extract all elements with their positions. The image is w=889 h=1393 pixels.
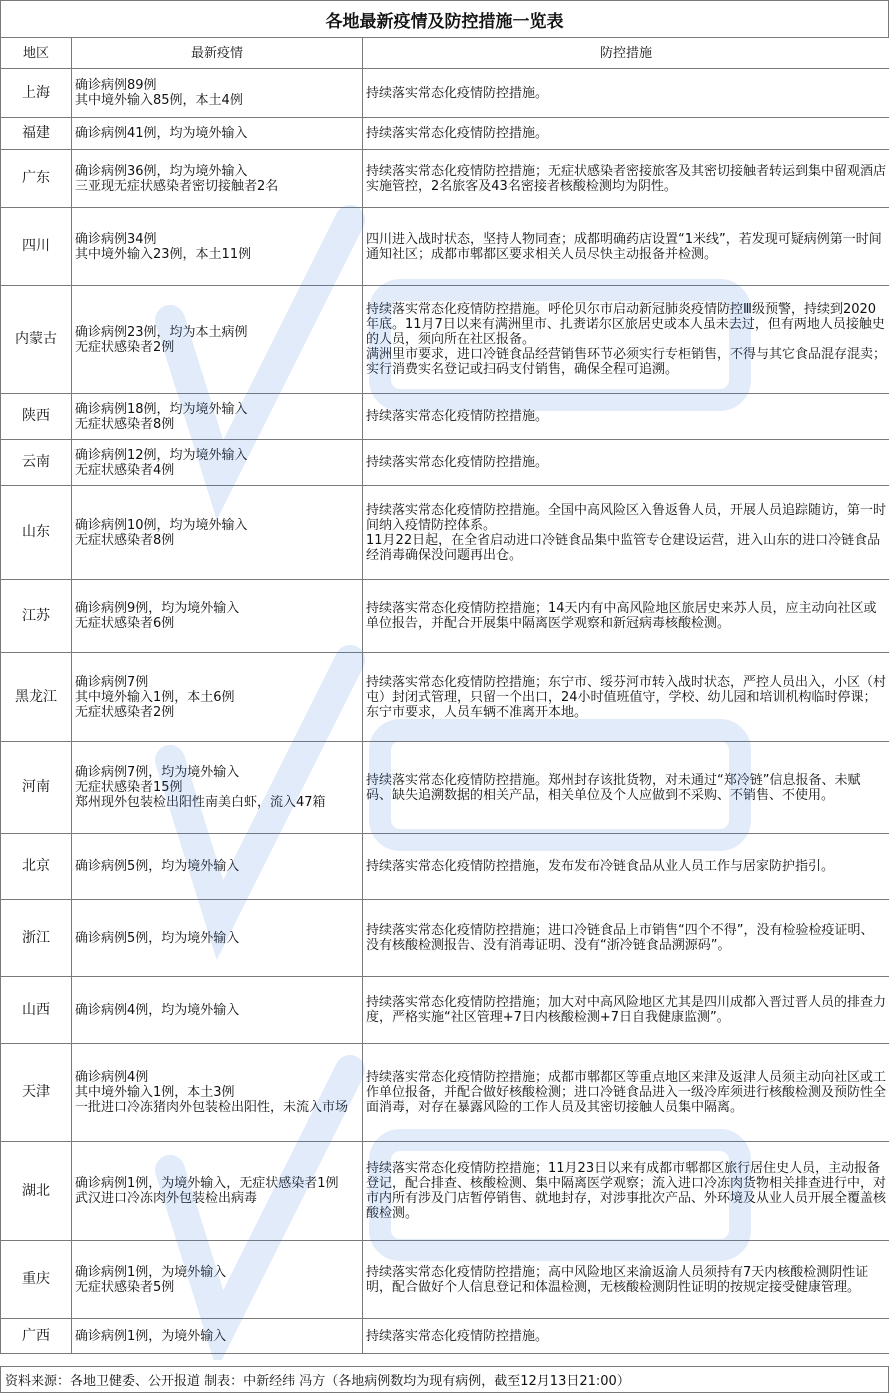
table-row — [1, 580, 889, 653]
measures-cell: 持续落实常态化疫情防控措施。呼伦贝尔市启动新冠肺炎疫情防控Ⅲ级预警，持续到2020年底。11月7日以来有满洲里市、扎赉诺尔区旅居史或本人虽未去过，但有两地人员接触史的人员，须向所在社区报备。 满洲里市要求，进口冷链食品经营销售环节必须实行专柜销售，不得与其它食品混存混卖；实行消费实名登记或扫码支付销售，确保全程可追溯。 — [363, 286, 889, 394]
status-cell: 确诊病例36例，均为境外输入 三亚现无症状感染者密切接触者2名 — [72, 150, 363, 208]
table-row — [1, 394, 889, 440]
table-row — [1, 286, 889, 394]
region-cell: 福建 — [1, 118, 72, 150]
status-cell: 确诊病例1例，为境外输入 无症状感染者5例 — [72, 1241, 363, 1319]
table-title: 各地最新疫情及防控措施一览表 — [0, 0, 889, 38]
measures-cell: 持续落实常态化疫情防控措施；进口冷链食品上市销售“四个不得”，没有检验检疫证明、没有核酸检测报告、没有消毒证明、没有“浙冷链食品溯源码”。 — [363, 900, 889, 977]
status-cell: 确诊病例1例，为境外输入，无症状感染者1例 武汉进口冷冻肉外包装检出病毒 — [72, 1142, 363, 1241]
status-cell: 确诊病例4例，均为境外输入 — [72, 977, 363, 1044]
measures-cell: 持续落实常态化疫情防控措施。 — [363, 440, 889, 486]
region-cell: 云南 — [1, 440, 72, 486]
region-cell: 浙江 — [1, 900, 72, 977]
table-row — [1, 1319, 889, 1354]
header-row — [1, 38, 889, 69]
status-cell: 确诊病例41例，均为境外输入 — [72, 118, 363, 150]
status-cell: 确诊病例7例 其中境外输入1例，本土6例 无症状感染者2例 — [72, 653, 363, 742]
table-row — [1, 208, 889, 286]
region-cell: 北京 — [1, 834, 72, 900]
region-cell: 陕西 — [1, 394, 72, 440]
table-row — [1, 1241, 889, 1319]
region-cell: 江苏 — [1, 580, 72, 653]
table-row — [1, 977, 889, 1044]
region-cell: 广东 — [1, 150, 72, 208]
status-cell: 确诊病例23例，均为本土病例 无症状感染者2例 — [72, 286, 363, 394]
column-header-region: 地区 — [1, 38, 72, 69]
measures-cell: 持续落实常态化疫情防控措施。 — [363, 69, 889, 118]
column-header-status: 最新疫情 — [72, 38, 363, 69]
region-cell: 重庆 — [1, 1241, 72, 1319]
region-cell: 黑龙江 — [1, 653, 72, 742]
measures-cell: 持续落实常态化疫情防控措施；成都市郫都区等重点地区来津及返津人员须主动向社区或工作单位报备，并配合做好核酸检测；进口冷链食品进入一级冷库须进行核酸检测及预防性全面消毒，对存在暴露风险的工作人员及其密切接触人员集中隔离。 — [363, 1044, 889, 1142]
region-cell: 广西 — [1, 1319, 72, 1354]
measures-cell: 持续落实常态化疫情防控措施；高中风险地区来渝返渝人员须持有7天内核酸检测阴性证明，配合做好个人信息登记和体温检测，无核酸检测阴性证明的按规定接受健康管理。 — [363, 1241, 889, 1319]
region-cell: 天津 — [1, 1044, 72, 1142]
table-row — [1, 118, 889, 150]
region-cell: 上海 — [1, 69, 72, 118]
column-header-measures: 防控措施 — [363, 38, 889, 69]
table-row — [1, 742, 889, 834]
measures-cell: 持续落实常态化疫情防控措施；11月23日以来有成都市郫都区旅行居住史人员，主动报备登记，配合排查、核酸检测、集中隔离医学观察；流入进口冷冻肉货物相关排查进行中，对市内所有涉及门店暂停销售、就地封存，对涉事批次产品、外环境及从业人员开展全覆盖核酸检测。 — [363, 1142, 889, 1241]
measures-cell: 持续落实常态化疫情防控措施，发布发布冷链食品从业人员工作与居家防护指引。 — [363, 834, 889, 900]
epidemic-table — [0, 37, 889, 1354]
status-cell: 确诊病例9例，均为境外输入 无症状感染者6例 — [72, 580, 363, 653]
measures-cell: 持续落实常态化疫情防控措施。 — [363, 1319, 889, 1354]
region-cell: 山西 — [1, 977, 72, 1044]
table-row — [1, 1142, 889, 1241]
table-row — [1, 69, 889, 118]
measures-cell: 持续落实常态化疫情防控措施；东宁市、绥芬河市转入战时状态，严控人员出入，小区（村屯）封闭式管理，只留一个出口，24小时值班值守，学校、幼儿园和培训机构临时停课；东宁市要求，人员车辆不准离开本地。 — [363, 653, 889, 742]
status-cell: 确诊病例4例 其中境外输入1例，本土3例 一批进口冷冻猪肉外包装检出阳性，未流入市场 — [72, 1044, 363, 1142]
measures-cell: 持续落实常态化疫情防控措施。 — [363, 394, 889, 440]
table-row — [1, 1044, 889, 1142]
measures-cell: 持续落实常态化疫情防控措施；14天内有中高风险地区旅居史来苏人员，应主动向社区或单位报告，并配合开展集中隔离医学观察和新冠病毒核酸检测。 — [363, 580, 889, 653]
status-cell: 确诊病例12例，均为境外输入 无症状感染者4例 — [72, 440, 363, 486]
measures-cell: 持续落实常态化疫情防控措施。全国中高风险区入鲁返鲁人员，开展人员追踪随访，第一时间纳入疫情防控体系。 11月22日起，在全省启动进口冷链食品集中监管专仓建设运营，进入山东的进口冷链食品经消毒确保没问题再出仓。 — [363, 486, 889, 580]
measures-cell: 持续落实常态化疫情防控措施；加大对中高风险地区尤其是四川成都入晋过晋人员的排查力度，严格实施“社区管理+7日内核酸检测+7日自我健康监测”。 — [363, 977, 889, 1044]
table-row — [1, 440, 889, 486]
status-cell: 确诊病例5例，均为境外输入 — [72, 900, 363, 977]
measures-cell: 持续落实常态化疫情防控措施。郑州封存该批货物，对未通过“郑冷链”信息报备、未赋码、缺失追溯数据的相关产品，相关单位及个人应做到不采购、不销售、不使用。 — [363, 742, 889, 834]
region-cell: 湖北 — [1, 1142, 72, 1241]
region-cell: 内蒙古 — [1, 286, 72, 394]
table-row — [1, 653, 889, 742]
status-cell: 确诊病例7例，均为境外输入 无症状感染者15例 郑州现外包装检出阳性南美白虾，流入47箱 — [72, 742, 363, 834]
status-cell: 确诊病例10例，均为境外输入 无症状感染者8例 — [72, 486, 363, 580]
table-row — [1, 900, 889, 977]
status-cell: 确诊病例34例 其中境外输入23例，本土11例 — [72, 208, 363, 286]
region-cell: 山东 — [1, 486, 72, 580]
measures-cell: 四川进入战时状态，坚持人物同查；成都明确药店设置“1米线”，若发现可疑病例第一时间通知社区；成都市郫都区要求相关人员尽快主动报备并检测。 — [363, 208, 889, 286]
measures-cell: 持续落实常态化疫情防控措施；无症状感染者密接旅客及其密切接触者转运到集中留观酒店实施管控，2名旅客及43名密接者核酸检测均为阴性。 — [363, 150, 889, 208]
status-cell: 确诊病例5例，均为境外输入 — [72, 834, 363, 900]
measures-cell: 持续落实常态化疫情防控措施。 — [363, 118, 889, 150]
table-body — [1, 69, 889, 1354]
status-cell: 确诊病例1例，为境外输入 — [72, 1319, 363, 1354]
table-row — [1, 486, 889, 580]
table-row — [1, 834, 889, 900]
status-cell: 确诊病例89例 其中境外输入85例，本土4例 — [72, 69, 363, 118]
source-footer: 资料来源：各地卫健委、公开报道 制表：中新经纬 冯方（各地病例数均为现有病例，截至12月13日21:00） — [0, 1366, 889, 1393]
table-row — [1, 150, 889, 208]
status-cell: 确诊病例18例，均为境外输入 无症状感染者8例 — [72, 394, 363, 440]
region-cell: 河南 — [1, 742, 72, 834]
region-cell: 四川 — [1, 208, 72, 286]
